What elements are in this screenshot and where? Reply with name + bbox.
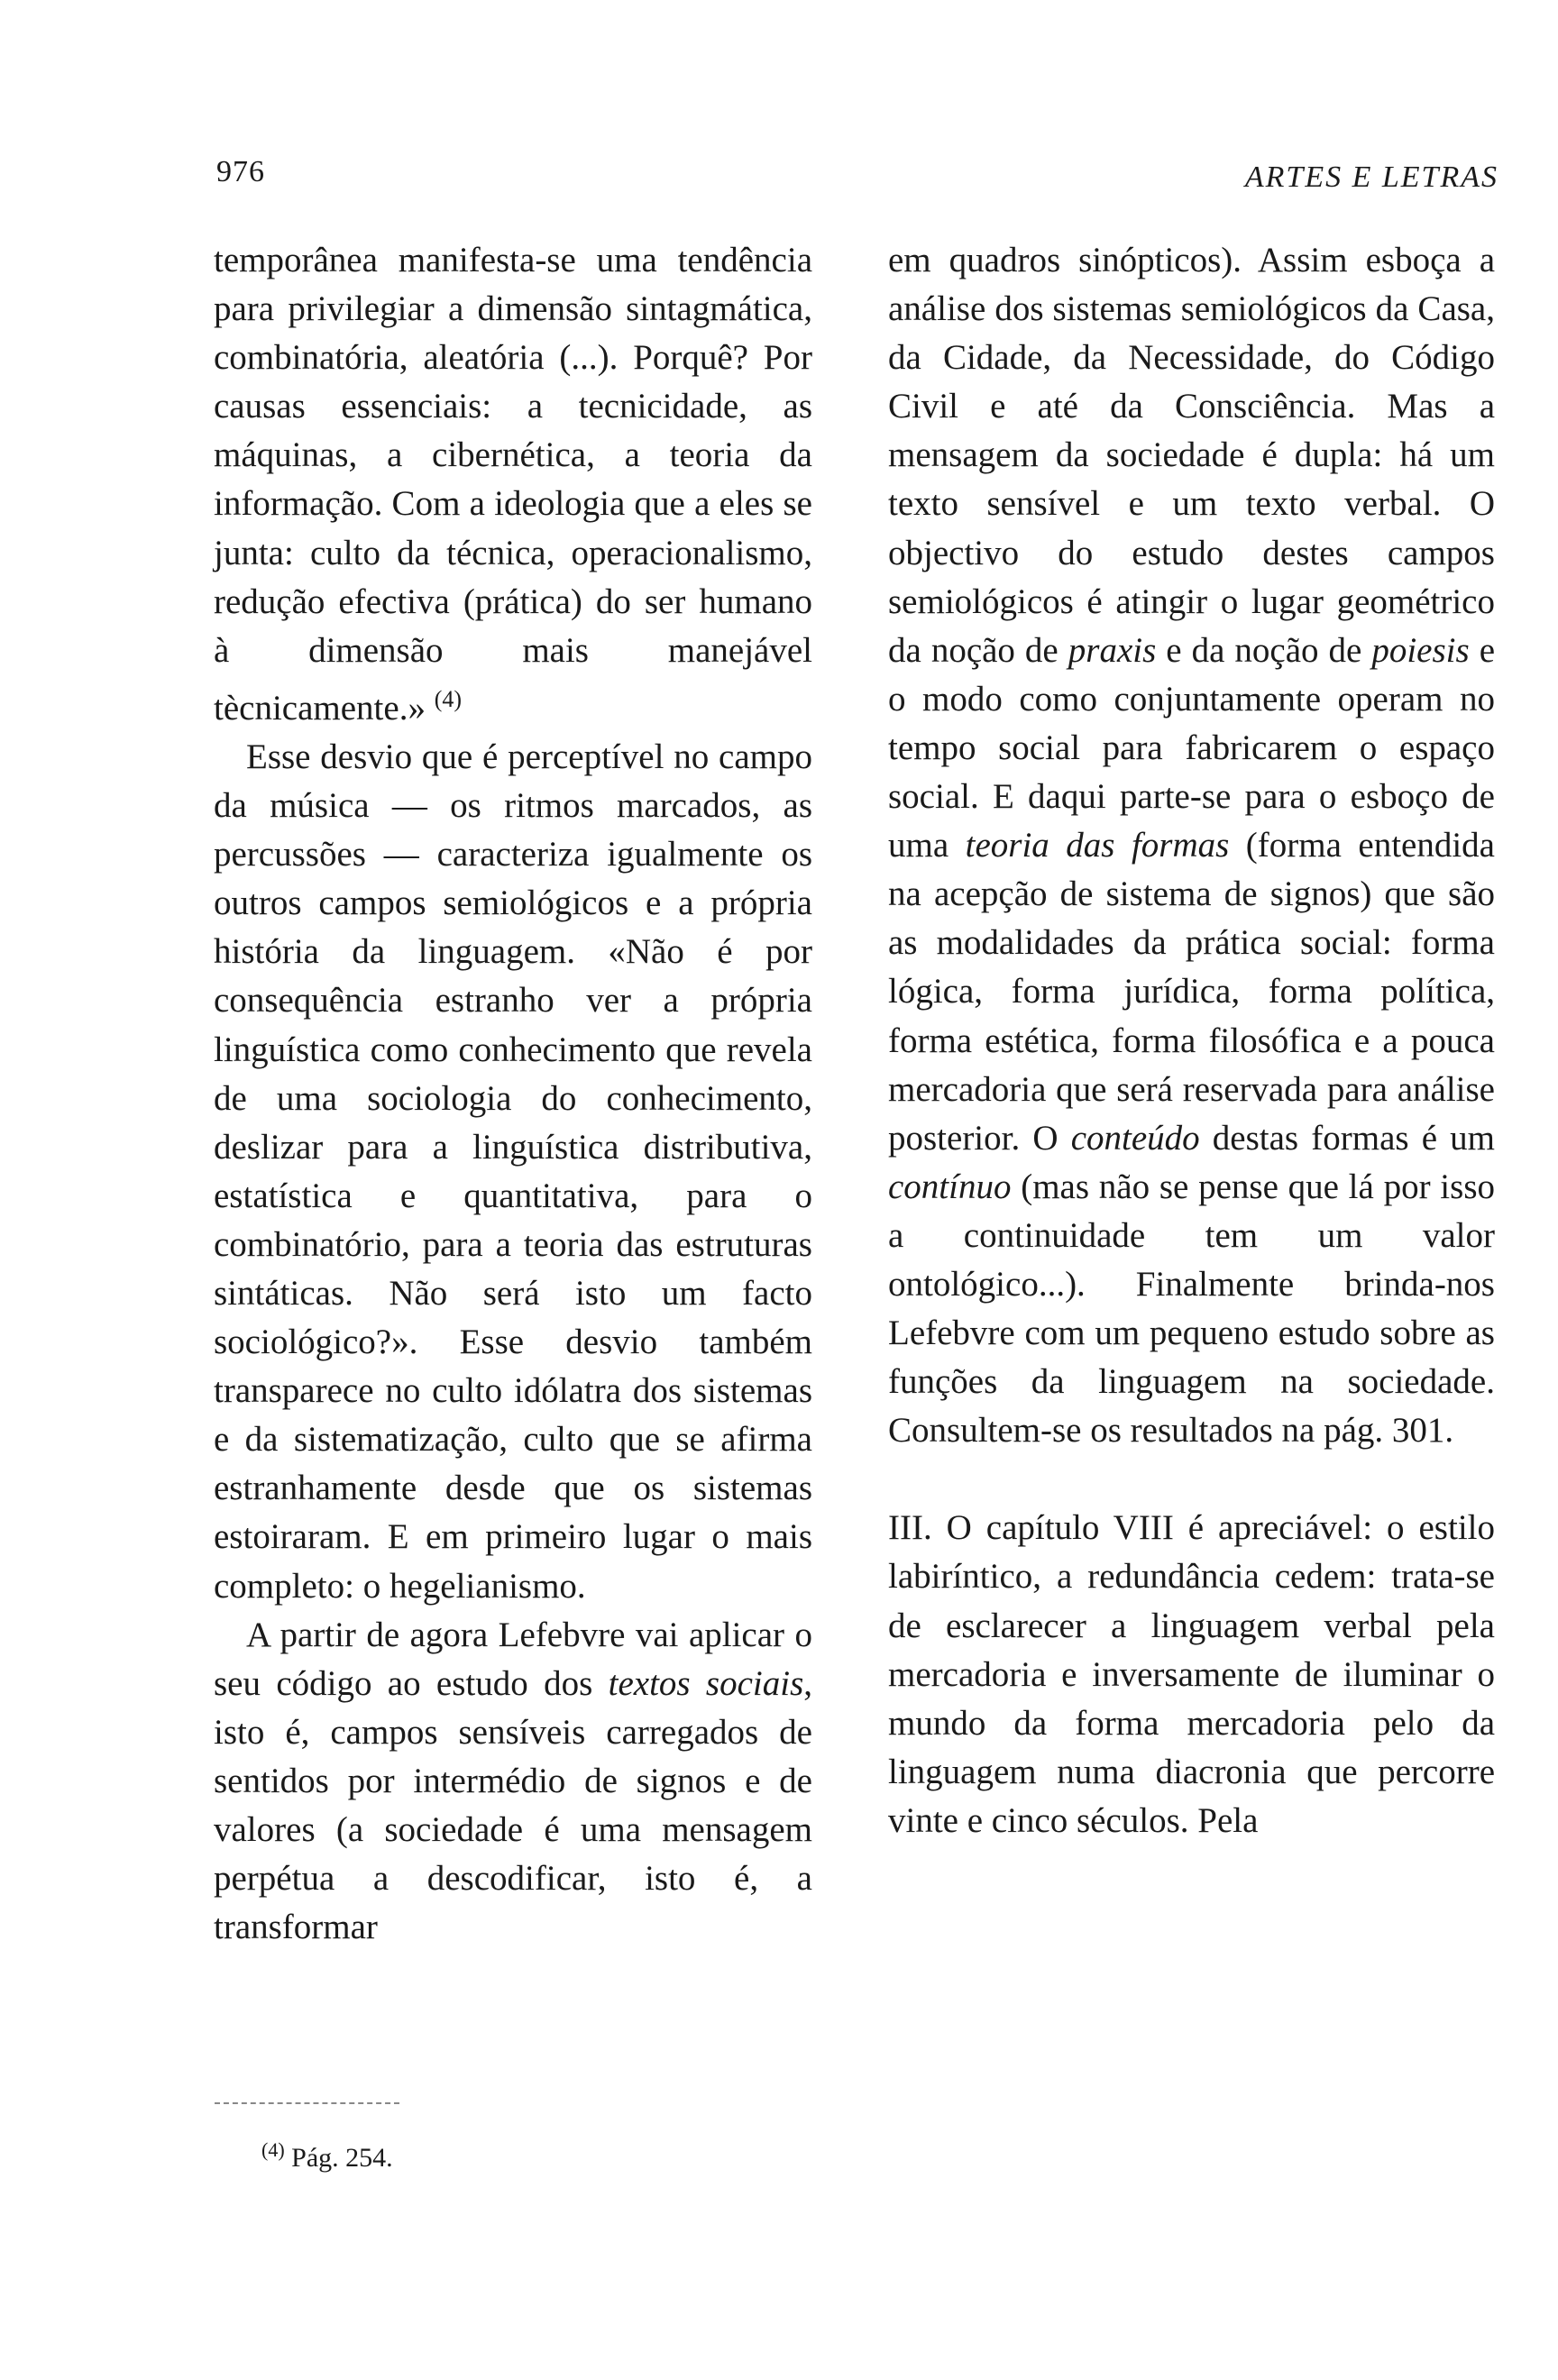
footnote-mark: (4) bbox=[261, 2138, 285, 2161]
left-column bbox=[214, 236, 812, 1952]
left-paragraph-2: Esse desvio que é perceptível no campo da música — os ritmos marcados, as percussões — caracteriza igualmente os outros campos semiológicos e a própria história da linguagem. «Não é por consequência estranho ver a própria linguística como conhecimento que revela de uma sociologia do conhecimento, deslizar para a linguística distributiva, estatística e quantitativa, para o combinatório, para a teoria das estruturas sintáticas. Não será isto um facto sociológico?». Esse desvio também transparece no culto idólatra dos sistemas e da sistematização, culto que se afirma estranhamente desde que os sistemas estoiraram. E em primeiro lugar o mais completo: o hegelianismo. bbox=[214, 737, 812, 1606]
page-number: 976 bbox=[216, 155, 265, 188]
page-header bbox=[0, 155, 1558, 200]
left-paragraph-1: temporânea manifesta-se uma tendência para privilegiar a dimensão sintagmática, combinatória, aleatória (...). Porquê? Por causas essenciais: a tecnicidade, as máquinas, a cibernética, a teoria da informação. Com a ideologia que a eles se junta: culto da técnica, operacionalismo, redução efectiva (prática) do ser humano à dimensão mais manejável tècnicamente.» $^{(4)}$ bbox=[214, 241, 812, 728]
footnote-text: Pág. 254. bbox=[291, 2143, 393, 2173]
running-title: ARTES E LETRAS bbox=[1244, 160, 1498, 194]
right-paragraph-2: III. O capítulo VIII é apreciável: o estilo labiríntico, a redundância cedem: trata-se de esclarecer a linguagem verbal pela mercadoria e inversamente de iluminar o mundo da forma mercadoria pelo da linguagem numa diacronia que percorre vinte e cinco séculos. Pela bbox=[888, 1508, 1495, 1840]
right-column bbox=[888, 236, 1495, 1845]
footnote-reference: (4) bbox=[434, 685, 463, 712]
left-paragraph-3: A partir de agora Lefebvre vai aplicar o seu código ao estudo dos textos sociais, isto é, campos sensíveis carregados de sentidos por intermédio de signos e de valores (a sociedade é uma mensagem perpétua a descodificar, isto é, a transformar bbox=[214, 1615, 812, 1947]
footnote-divider bbox=[215, 2102, 399, 2104]
footnote bbox=[261, 2138, 393, 2174]
right-paragraph-1: em quadros sinópticos). Assim esboça a análise dos sistemas semiológicos da Casa, da Cidade, da Necessidade, do Código Civil e até da Consciência. Mas a mensagem da sociedade é dupla: há um texto sensível e um texto verbal. O objectivo do estudo destes campos semiológicos é atingir o lugar geométrico da noção de praxis e da noção de poiesis e o modo como conjuntamente operam no tempo social para fabricarem o espaço social. E daqui parte-se para o esboço de uma teoria das formas (forma entendida na acepção de sistema de signos) que são as modalidades da prática social: forma lógica, forma jurídica, forma política, forma estética, forma filosófica e a pouca mercadoria que será reservada para análise posterior. O conteúdo destas formas é um contínuo (mas não se pense que lá por isso a continuidade tem um valor ontológico...). Finalmente brinda-nos Lefebvre com um pequeno estudo sobre as funções da linguagem na sociedade. Consultem-se os resultados na pág. 301. bbox=[888, 241, 1496, 1451]
